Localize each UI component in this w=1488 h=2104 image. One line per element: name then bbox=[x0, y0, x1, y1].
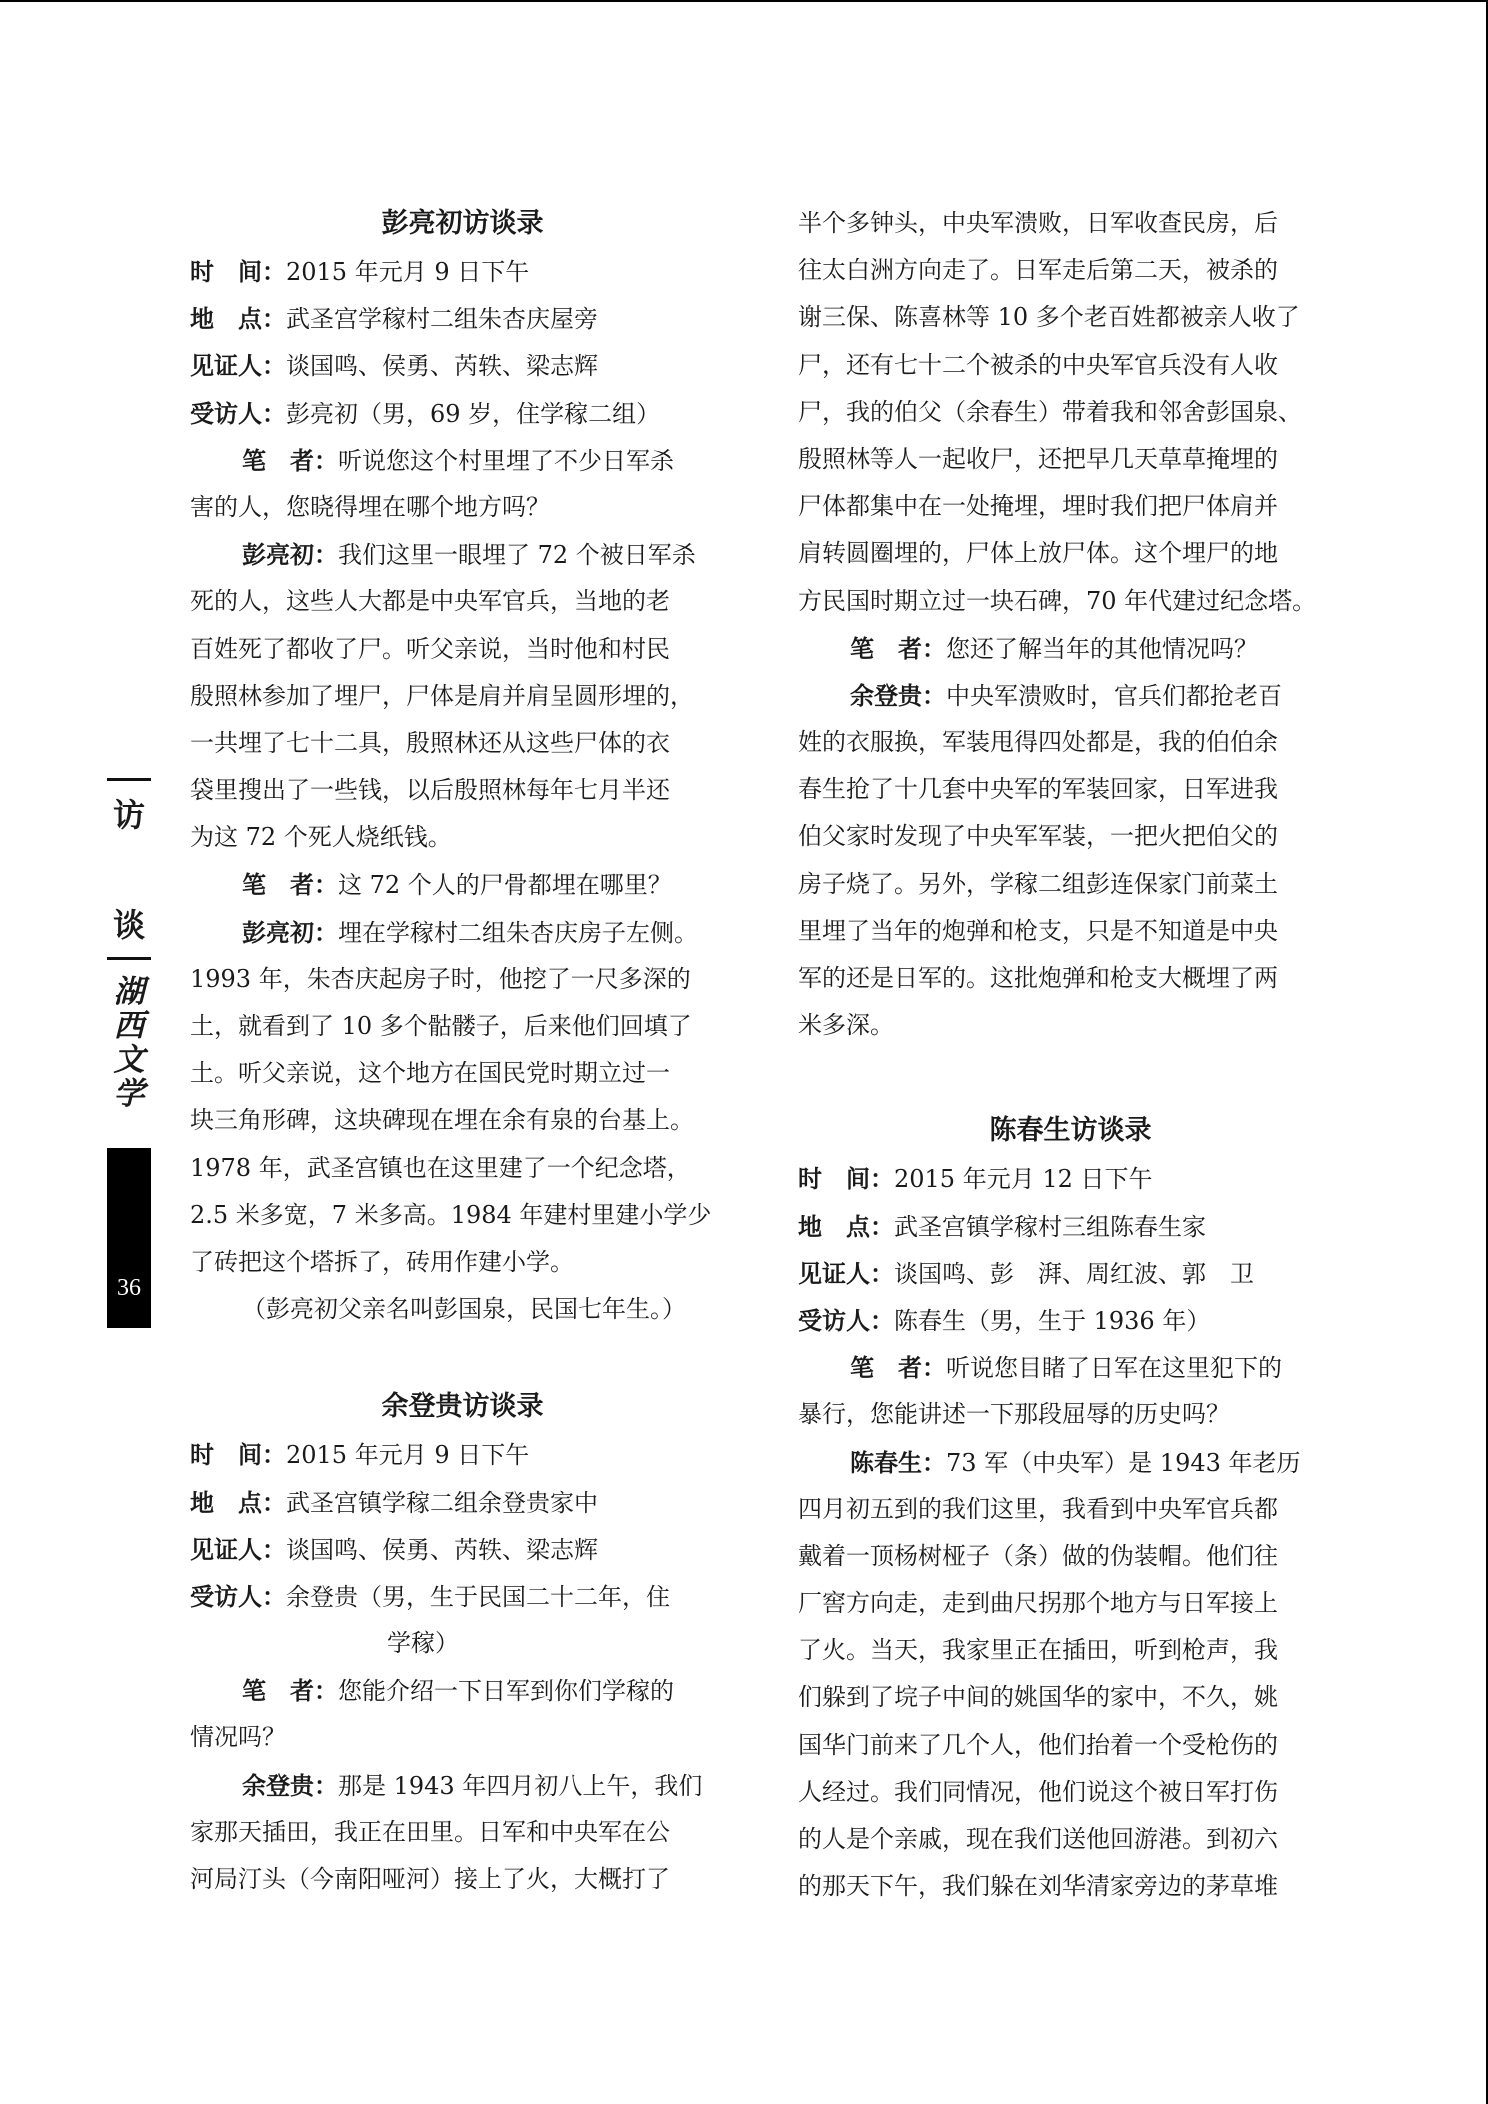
body-line: 袋里搜出了一些钱，以后殷照林每年七月半还 bbox=[190, 776, 670, 805]
speaker-label: 地 点： bbox=[190, 304, 286, 334]
section-gap bbox=[798, 1049, 1343, 1099]
body-line: 1978 年，武圣宫镇也在这里建了一个纪念塔， bbox=[190, 1153, 691, 1182]
dialogue-line bbox=[798, 625, 1343, 672]
line-text: 听说您这个村里埋了不少日军杀 bbox=[338, 446, 674, 475]
line-text: 您还了解当年的其他情况吗？ bbox=[946, 634, 1258, 663]
line-text: 武圣宫镇学稼村三组陈春生家 bbox=[894, 1212, 1206, 1241]
speaker-label: 笔 者： bbox=[242, 1676, 338, 1706]
line-text: 我们这里一眼埋了 72 个被日军杀 bbox=[338, 541, 696, 570]
body-line: 谢三保、陈喜林等 10 多个老百姓都被亲人收了 bbox=[798, 303, 1300, 332]
dialogue-line bbox=[190, 1667, 735, 1714]
body-line: 国华门前来了几个人，他们抬着一个受枪伤的 bbox=[798, 1730, 1278, 1759]
speaker-label: 见证人： bbox=[190, 351, 286, 381]
dialogue-line bbox=[798, 1344, 1343, 1391]
body-line: 方民国时期立过一块石碑，70 年代建过纪念塔。 bbox=[798, 586, 1317, 615]
body-line: （彭亮初父亲名叫彭国泉，民国七年生。） bbox=[242, 1295, 686, 1324]
section-gap bbox=[798, 1099, 1343, 1107]
speaker-label: 见证人： bbox=[798, 1258, 894, 1288]
sidebar-mid-rule bbox=[107, 957, 151, 960]
speaker-label: 受访人： bbox=[190, 1581, 286, 1611]
meta-line bbox=[798, 1203, 1343, 1250]
body-line: 殷照林参加了埋尸，尸体是肩并肩呈圆形埋的， bbox=[190, 681, 694, 710]
line-text: 2015 年元月 9 日下午 bbox=[286, 1441, 530, 1470]
line-text: 谈国鸣、侯勇、芮轶、梁志辉 bbox=[286, 1535, 598, 1564]
speaker-label: 陈春生： bbox=[850, 1447, 946, 1477]
body-line: 河局汀头（今南阳哑河）接上了火，大概打了 bbox=[190, 1865, 670, 1893]
line-text: 听说您目睹了日军在这里犯下的 bbox=[946, 1354, 1282, 1383]
body-line: 死的人，这些人大都是中央军官兵，当地的老 bbox=[190, 587, 670, 616]
line-text: 73 军（中央军）是 1943 年老历 bbox=[946, 1448, 1301, 1477]
body-line: 家那天插田，我正在田里。日军和中央军在公 bbox=[190, 1817, 670, 1846]
magazine-name-char: 湖 bbox=[113, 974, 145, 1010]
body-line: 们躲到了垸子中间的姚国华的家中，不久，姚 bbox=[798, 1683, 1278, 1712]
meta-line bbox=[798, 1250, 1343, 1297]
line-text: 这 72 个人的尸骨都埋在哪里？ bbox=[338, 871, 672, 900]
speaker-label: 时 间： bbox=[190, 1440, 286, 1470]
body-line: 的那天下午，我们躲在刘华清家旁边的茅草堆 bbox=[798, 1872, 1278, 1901]
speaker-label: 余登贵： bbox=[242, 1770, 338, 1800]
body-line: 米多深。 bbox=[798, 1011, 894, 1040]
body-line: 百姓死了都收了尸。听父亲说，当时他和村民 bbox=[190, 634, 670, 663]
section-title: 余登贵访谈录 bbox=[381, 1391, 544, 1423]
body-line: 为这 72 个死人烧纸钱。 bbox=[190, 823, 452, 852]
dialogue-line bbox=[798, 672, 1343, 719]
body-line: 尸，还有七十二个被杀的中央军官兵没有人收 bbox=[798, 350, 1278, 379]
body-line: 了砖把这个塔拆了，砖用作建小学。 bbox=[190, 1247, 574, 1276]
body-line: 伯父家时发现了中央军军装，一把火把伯父的 bbox=[798, 822, 1278, 851]
meta-line bbox=[190, 1479, 735, 1526]
body-line: 一共埋了七十二具，殷照林还从这些尸体的衣 bbox=[190, 728, 670, 757]
body-line: 往太白洲方向走了。日军走后第二天，被杀的 bbox=[798, 256, 1278, 285]
sidebar-section-char-1: 访 bbox=[112, 796, 145, 834]
body-line: 土，就看到了 10 多个骷髅子，后来他们回填了 bbox=[190, 1012, 692, 1040]
body-line: 了火。当天，我家里正在插田，听到枪声，我 bbox=[798, 1636, 1278, 1665]
line-text: 中央军溃败时，官兵们都抢老百 bbox=[946, 681, 1282, 710]
meta-line bbox=[190, 1573, 735, 1620]
line-text: 2015 年元月 12 日下午 bbox=[894, 1165, 1153, 1194]
body-line: 1993 年，朱杏庆起房子时，他挖了一尺多深的 bbox=[190, 964, 691, 993]
dialogue-line bbox=[190, 437, 735, 484]
section-title: 陈春生访谈录 bbox=[989, 1115, 1152, 1147]
line-text: 余登贵（男，生于民国二十二年，住 bbox=[286, 1582, 670, 1611]
speaker-label: 地 点： bbox=[798, 1211, 894, 1241]
section-title: 彭亮初访谈录 bbox=[381, 208, 544, 239]
speaker-label: 笔 者： bbox=[850, 633, 946, 663]
speaker-label: 余登贵： bbox=[850, 680, 946, 710]
dialogue-line bbox=[190, 909, 735, 956]
speaker-label: 地 点： bbox=[190, 1487, 286, 1517]
speaker-label: 笔 者： bbox=[242, 445, 338, 475]
line-text: 您能介绍一下日军到你们学稼的 bbox=[338, 1677, 674, 1706]
line-text: 武圣宫镇学稼二组余登贵家中 bbox=[286, 1488, 598, 1517]
speaker-label: 彭亮初： bbox=[242, 917, 338, 947]
body-line: 暴行，您能讲述一下那段屈辱的历史吗？ bbox=[798, 1400, 1230, 1429]
speaker-label: 彭亮初： bbox=[242, 540, 338, 570]
body-line: 学稼） bbox=[387, 1629, 459, 1658]
meta-line bbox=[190, 390, 735, 437]
line-text: 谈国鸣、彭 湃、周红波、郭 卫 bbox=[894, 1259, 1254, 1288]
right-column bbox=[798, 200, 1343, 1910]
line-text: 陈春生（男，生于 1936 年） bbox=[894, 1306, 1211, 1335]
body-line: 半个多钟头，中央军溃败，日军收查民房，后 bbox=[798, 209, 1278, 237]
meta-line bbox=[190, 342, 735, 389]
magazine-name-char: 西 bbox=[113, 1008, 145, 1044]
dialogue-line bbox=[190, 1762, 735, 1809]
magazine-name-char: 文 bbox=[113, 1042, 145, 1078]
speaker-label: 笔 者： bbox=[850, 1353, 946, 1383]
speaker-label: 笔 者： bbox=[242, 870, 338, 900]
body-line: 肩转圆圈埋的，尸体上放尸体。这个埋尸的地 bbox=[798, 539, 1278, 568]
sidebar-section-char-2: 谈 bbox=[112, 906, 145, 944]
body-line: 四月初五到的我们这里，我看到中央军官兵都 bbox=[798, 1494, 1278, 1523]
body-line: 2.5 米多宽，7 米多高。1984 年建村里建小学少 bbox=[190, 1200, 712, 1229]
body-line: 殷照林等人一起收尸，还把早几天草草掩埋的 bbox=[798, 444, 1278, 473]
body-line: 春生抢了十几套中央军的军装回家，日军进我 bbox=[798, 775, 1278, 804]
speaker-label: 时 间： bbox=[190, 257, 286, 286]
page-number: 36 bbox=[117, 1275, 141, 1301]
dialogue-line bbox=[190, 861, 735, 908]
sidebar-top-rule bbox=[107, 778, 151, 781]
body-line: 情况吗？ bbox=[190, 1723, 286, 1752]
meta-line bbox=[798, 1155, 1343, 1202]
speaker-label: 见证人： bbox=[190, 1534, 286, 1564]
body-line: 房子烧了。另外，学稼二组彭连保家门前菜土 bbox=[798, 869, 1278, 898]
line-text: 那是 1943 年四月初八上午，我们 bbox=[338, 1771, 703, 1800]
line-text: 彭亮初（男，69 岁，住学稼二组） bbox=[286, 399, 661, 428]
line-text: 谈国鸣、侯勇、芮轶、梁志辉 bbox=[286, 352, 598, 381]
meta-line bbox=[190, 248, 735, 295]
magazine-name-vertical bbox=[112, 975, 146, 1111]
meta-line bbox=[190, 1431, 735, 1478]
line-text: 2015 年元月 9 日下午 bbox=[286, 258, 530, 286]
section-gap bbox=[190, 1333, 735, 1383]
body-line: 人经过。我们同情况，他们说这个被日军打伤 bbox=[798, 1777, 1278, 1806]
speaker-label: 时 间： bbox=[798, 1164, 894, 1194]
body-line: 里埋了当年的炮弹和枪支，只是不知道是中央 bbox=[798, 916, 1278, 945]
speaker-label: 受访人： bbox=[798, 1305, 894, 1335]
page-top-rule bbox=[0, 0, 1488, 2]
dialogue-line bbox=[798, 1439, 1343, 1486]
line-text: 埋在学稼村二组朱杏庆房子左侧。 bbox=[338, 918, 698, 947]
body-line: 军的还是日军的。这批炮弹和枪支大概埋了两 bbox=[798, 964, 1278, 992]
body-line: 姓的衣服换，军装甩得四处都是，我的伯伯余 bbox=[798, 728, 1278, 757]
dialogue-line bbox=[190, 531, 735, 578]
body-line: 的人是个亲戚，现在我们送他回游港。到初六 bbox=[798, 1825, 1278, 1853]
meta-line bbox=[798, 1297, 1343, 1344]
meta-line bbox=[190, 295, 735, 342]
body-line: 戴着一顶杨树桠子（条）做的伪装帽。他们往 bbox=[798, 1541, 1278, 1570]
speaker-label: 受访人： bbox=[190, 398, 286, 428]
line-text: 武圣宫学稼村二组朱杏庆屋旁 bbox=[286, 305, 598, 334]
body-line: 土。听父亲说，这个地方在国民党时期立过一 bbox=[190, 1059, 670, 1088]
body-line: 尸体都集中在一处掩埋，埋时我们把尸体肩并 bbox=[798, 492, 1278, 521]
left-column bbox=[190, 200, 735, 1903]
magazine-name-char: 学 bbox=[113, 1076, 145, 1112]
body-line: 块三角形碑，这块碑现在埋在余有泉的台基上。 bbox=[190, 1106, 694, 1135]
body-line: 尸，我的伯父（余春生）带着我和邻舍彭国泉、 bbox=[798, 397, 1302, 426]
body-line: 厂窖方向走，走到曲尺拐那个地方与日军接上 bbox=[798, 1589, 1278, 1618]
body-line: 害的人，您晓得埋在哪个地方吗？ bbox=[190, 492, 550, 521]
meta-line bbox=[190, 1526, 735, 1573]
